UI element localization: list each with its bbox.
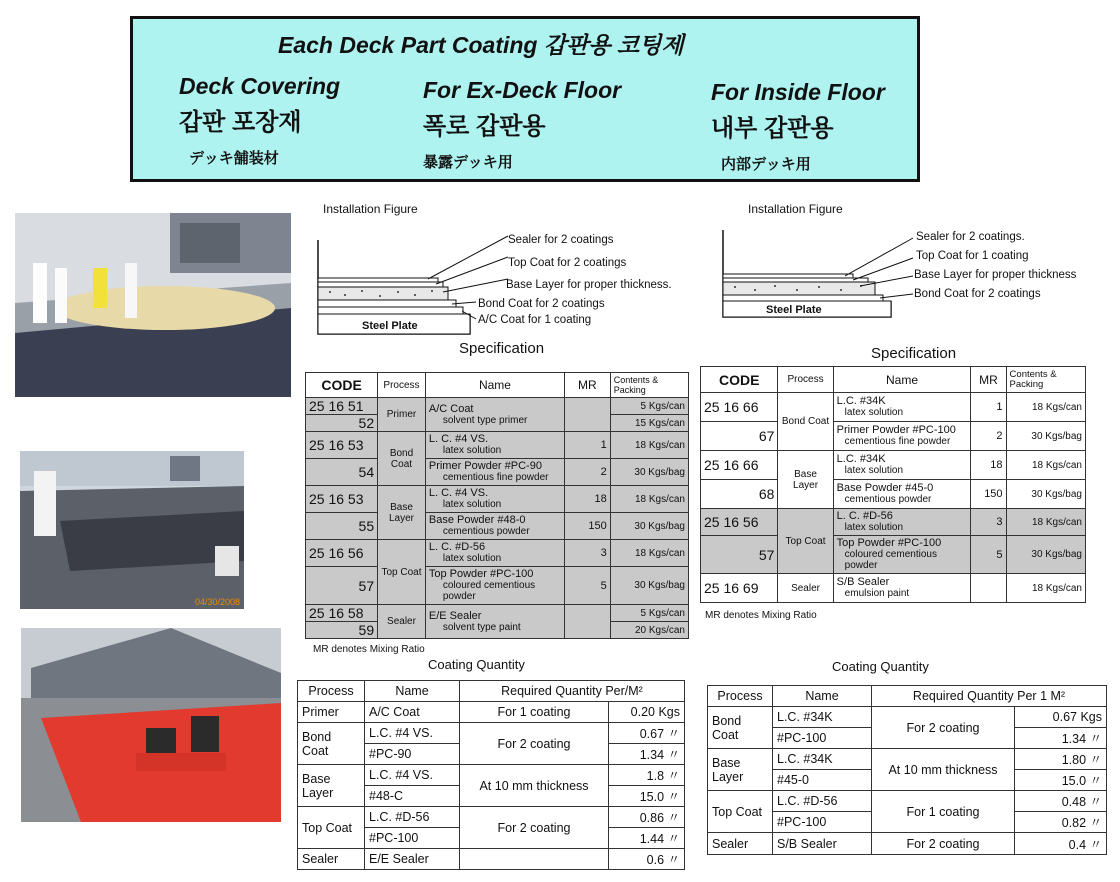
qty-value: 0.20 Kgs: [609, 702, 685, 723]
qty-value: 1.34 〃: [1015, 728, 1107, 749]
qty-name: #PC-90: [365, 744, 460, 765]
code-cell: 25 16 56: [306, 540, 378, 567]
header-mr: MR: [565, 373, 611, 398]
qty-value: 0.82 〃: [1015, 812, 1107, 833]
name-sub: cementious fine powder: [442, 472, 549, 483]
left-mr-note: MR denotes Mixing Ratio: [313, 644, 425, 655]
name-sub: latex solution: [844, 522, 904, 533]
banner-ex-deck: [423, 77, 621, 172]
pack-cell: 30 Kgs/bag: [1006, 480, 1085, 509]
mr-cell: 18: [971, 451, 1006, 480]
qty-value: 0.86 〃: [609, 807, 685, 828]
process-cell: Sealer: [778, 574, 833, 603]
qty-required: At 10 mm thickness: [872, 749, 1015, 791]
banner-col-ko: 갑판 포장재: [179, 109, 302, 136]
name-sub: coloured cementious powder: [844, 549, 937, 571]
qty-value: 1.34 〃: [609, 744, 685, 765]
qty-process: Base Layer: [708, 749, 773, 791]
code-cell: 59: [306, 622, 378, 639]
right-spec-title: Specification: [871, 345, 957, 362]
name-cell: A/C Coat: [428, 402, 474, 415]
qty-name: E/E Sealer: [365, 849, 460, 870]
code-cell: 55: [306, 513, 378, 540]
photo-ship-deck: [20, 451, 244, 609]
qty-name: S/B Sealer: [773, 833, 872, 855]
mr-cell: 150: [971, 480, 1006, 509]
qty-name: L.C. #D-56: [773, 791, 872, 812]
qty-required: For 2 coating: [460, 807, 609, 849]
qty-process: Bond Coat: [708, 707, 773, 749]
qty-required: For 2 coating: [460, 723, 609, 765]
qty-value: 15.0 〃: [1015, 770, 1107, 791]
qty-header-name: Name: [773, 686, 872, 707]
right-steel-plate-label: Steel Plate: [766, 304, 822, 316]
process-cell: Top Coat: [378, 540, 426, 605]
qty-required: For 2 coating: [872, 707, 1015, 749]
name-sub: latex solution: [442, 445, 502, 456]
code-cell: 25 16 69: [701, 574, 778, 603]
photo-date-stamp: 04/30/2008: [194, 597, 240, 607]
name-sub: latex solution: [442, 553, 502, 564]
banner-deck-covering: [179, 73, 340, 168]
code-cell: 67: [701, 422, 778, 451]
name-cell: S/B Sealer: [836, 576, 890, 588]
header-process: Process: [778, 367, 833, 393]
qty-required: For 2 coating: [872, 833, 1015, 855]
name-cell: Top Powder #PC-100: [428, 568, 534, 580]
qty-name: L.C. #34K: [773, 707, 872, 728]
qty-process: Sealer: [298, 849, 365, 870]
qty-process: Bond Coat: [298, 723, 365, 765]
code-cell: 25 16 58: [306, 605, 378, 622]
left-spec-table: [305, 372, 689, 639]
code-cell: 25 16 53: [306, 486, 378, 513]
mr-cell: 1: [565, 432, 611, 459]
qty-value: 15.0 〃: [609, 786, 685, 807]
pack-cell: 18 Kgs/can: [610, 432, 688, 459]
qty-value: 0.67 Kgs: [1015, 707, 1107, 728]
mr-cell: 18: [565, 486, 611, 513]
pack-cell: 18 Kgs/can: [1006, 393, 1085, 422]
qty-value: 0.4 〃: [1015, 833, 1107, 855]
banner-col-ja: デッキ舗装材: [189, 150, 279, 167]
right-leader-lines: [845, 228, 915, 303]
name-cell: Top Powder #PC-100: [836, 537, 942, 549]
name-sub: emulsion paint: [844, 588, 910, 599]
pack-cell: 18 Kgs/can: [1006, 574, 1085, 603]
qty-name: L.C. #34K: [773, 749, 872, 770]
mr-cell: 2: [971, 422, 1006, 451]
layer-label: A/C Coat for 1 coating: [478, 314, 592, 326]
qty-header-name: Name: [365, 681, 460, 702]
qty-value: 0.6 〃: [609, 849, 685, 870]
header-mr: MR: [971, 367, 1006, 393]
mr-cell: 3: [565, 540, 611, 567]
qty-value: 1.80 〃: [1015, 749, 1107, 770]
banner-inside-floor: [711, 79, 885, 174]
right-install-title: Installation Figure: [748, 202, 843, 216]
name-cell: Primer Powder #PC-100: [836, 424, 956, 436]
qty-required: [460, 849, 609, 870]
mr-cell: 3: [971, 509, 1006, 536]
banner-col-en: Deck Covering: [179, 73, 341, 99]
process-cell: Primer: [378, 398, 426, 432]
pack-cell: 5 Kgs/can: [610, 398, 688, 415]
mr-cell: 5: [971, 536, 1006, 574]
pack-cell: 18 Kgs/can: [1006, 509, 1085, 536]
header-packing: Contents & Packing: [610, 373, 688, 398]
left-layer-labels: [508, 229, 672, 297]
qty-name: #PC-100: [773, 728, 872, 749]
pack-cell: 18 Kgs/can: [610, 486, 688, 513]
code-cell: 52: [306, 415, 378, 432]
left-spec-title: Specification: [459, 340, 545, 357]
layer-label: Base Layer for proper thickness: [914, 269, 1077, 281]
mr-cell: 5: [565, 567, 611, 605]
mr-cell: 150: [565, 513, 611, 540]
pack-cell: 5 Kgs/can: [610, 605, 688, 622]
name-sub: latex solution: [442, 499, 502, 510]
qty-name: A/C Coat: [365, 702, 460, 723]
qty-value: 1.44 〃: [609, 828, 685, 849]
mr-cell: [565, 605, 611, 639]
qty-name: #48-C: [365, 786, 460, 807]
mr-cell: [971, 574, 1006, 603]
pack-cell: 30 Kgs/bag: [610, 513, 688, 540]
right-spec-table: [700, 366, 1086, 603]
header-code: CODE: [718, 371, 760, 388]
process-cell: Base Layer: [778, 451, 833, 509]
left-qty-title: Coating Quantity: [428, 657, 525, 672]
header-packing: Contents & Packing: [1006, 367, 1085, 393]
header-name: Name: [833, 367, 971, 393]
banner-title: Each Deck Part Coating 갑판용 코팅제: [278, 32, 684, 58]
layer-label: Sealer for 2 coatings: [508, 234, 614, 246]
code-cell: 54: [306, 459, 378, 486]
banner-col-en: For Inside Floor: [711, 79, 885, 105]
qty-process: Top Coat: [298, 807, 365, 849]
layer-label: Base Layer for proper thickness.: [506, 279, 672, 291]
layer-label: Top Coat for 2 coatings: [508, 256, 627, 269]
left-install-title: Installation Figure: [323, 202, 418, 216]
qty-name: L.C. #4 VS.: [365, 723, 460, 744]
qty-name: L.C. #4 VS.: [365, 765, 460, 786]
mr-cell: 1: [971, 393, 1006, 422]
qty-value: 1.8 〃: [609, 765, 685, 786]
photo-deck-workers: [15, 213, 291, 397]
code-cell: 57: [701, 536, 778, 574]
pack-cell: 30 Kgs/bag: [1006, 422, 1085, 451]
qty-header-required: Required Quantity Per/M²: [460, 681, 685, 702]
qty-process: Top Coat: [708, 791, 773, 833]
left-qty-table: [297, 680, 685, 870]
layer-label: Sealer for 2 coatings.: [916, 231, 1025, 243]
pack-cell: 15 Kgs/can: [610, 415, 688, 432]
process-cell: Top Coat: [778, 509, 833, 574]
left-layer-labels-lower: [478, 296, 605, 328]
header-process: Process: [378, 373, 426, 398]
layer-label: Bond Coat for 2 coatings: [914, 288, 1041, 300]
banner-col-ja: 内部デッキ用: [721, 156, 811, 173]
name-sub: cementious powder: [844, 494, 932, 505]
right-mr-note: MR denotes Mixing Ratio: [705, 610, 817, 621]
name-sub: latex solution: [844, 407, 904, 418]
qty-process: Sealer: [708, 833, 773, 855]
name-sub: solvent type paint: [442, 621, 521, 633]
name-cell: Primer Powder #PC-90: [428, 460, 542, 472]
photo-red-deck: [21, 628, 281, 822]
right-layer-labels: [916, 228, 1076, 304]
name-cell: L.C. #34K: [836, 453, 886, 465]
name-cell: E/E Sealer: [428, 609, 482, 622]
qty-process: Base Layer: [298, 765, 365, 807]
name-cell: L. C. #D-56: [428, 541, 486, 553]
banner-col-ko: 내부 갑판용: [711, 115, 834, 142]
name-sub: cementious powder: [442, 526, 530, 537]
qty-name: #PC-100: [365, 828, 460, 849]
name-cell: Base Powder #48-0: [428, 514, 526, 526]
name-cell: L. C. #D-56: [836, 510, 893, 522]
pack-cell: 20 Kgs/can: [610, 622, 688, 639]
qty-required: For 1 coating: [872, 791, 1015, 833]
code-cell: 25 16 56: [701, 509, 778, 536]
qty-value: 0.67 〃: [609, 723, 685, 744]
code-cell: 57: [306, 567, 378, 605]
qty-value: 0.48 〃: [1015, 791, 1107, 812]
pack-cell: 30 Kgs/bag: [610, 567, 688, 605]
name-sub: solvent type primer: [442, 414, 528, 426]
right-qty-table: [707, 685, 1107, 855]
process-cell: Bond Coat: [778, 393, 833, 451]
qty-process: Primer: [298, 702, 365, 723]
title-banner: [130, 16, 920, 182]
right-qty-title: Coating Quantity: [832, 659, 929, 674]
qty-name: #45-0: [773, 770, 872, 791]
name-cell: L.C. #34K: [836, 395, 886, 407]
qty-header-process: Process: [708, 686, 773, 707]
pack-cell: 30 Kgs/bag: [1006, 536, 1085, 574]
banner-col-ko: 폭로 갑판용: [423, 113, 546, 140]
banner-col-ja: 暴露デッキ用: [423, 154, 513, 171]
qty-header-process: Process: [298, 681, 365, 702]
header-name: Name: [425, 373, 564, 398]
qty-name: L.C. #D-56: [365, 807, 460, 828]
name-cell: L. C. #4 VS.: [428, 487, 489, 499]
code-cell: 68: [701, 480, 778, 509]
mr-cell: [565, 398, 611, 432]
qty-required: For 1 coating: [460, 702, 609, 723]
code-cell: 25 16 66: [701, 393, 778, 422]
qty-header-required: Required Quantity Per 1 M²: [872, 686, 1107, 707]
name-cell: L. C. #4 VS.: [428, 433, 489, 445]
layer-label: Bond Coat for 2 coatings: [478, 298, 605, 310]
pack-cell: 30 Kgs/bag: [610, 459, 688, 486]
code-cell: 25 16 66: [701, 451, 778, 480]
qty-name: #PC-100: [773, 812, 872, 833]
qty-required: At 10 mm thickness: [460, 765, 609, 807]
pack-cell: 18 Kgs/can: [1006, 451, 1085, 480]
code-cell: 25 16 51: [306, 398, 378, 415]
name-sub: coloured cementious powder: [442, 580, 536, 602]
header-code: CODE: [321, 377, 362, 393]
process-cell: Bond Coat: [378, 432, 426, 486]
process-cell: Sealer: [378, 605, 426, 639]
mr-cell: 2: [565, 459, 611, 486]
name-cell: Base Powder #45-0: [836, 482, 934, 494]
layer-label: Top Coat for 1 coating: [916, 250, 1029, 262]
left-steel-plate-label: Steel Plate: [362, 320, 418, 332]
code-cell: 25 16 53: [306, 432, 378, 459]
name-sub: latex solution: [844, 465, 904, 476]
pack-cell: 18 Kgs/can: [610, 540, 688, 567]
name-sub: cementious fine powder: [844, 436, 951, 447]
banner-col-en: For Ex-Deck Floor: [423, 77, 622, 103]
process-cell: Base Layer: [378, 486, 426, 540]
